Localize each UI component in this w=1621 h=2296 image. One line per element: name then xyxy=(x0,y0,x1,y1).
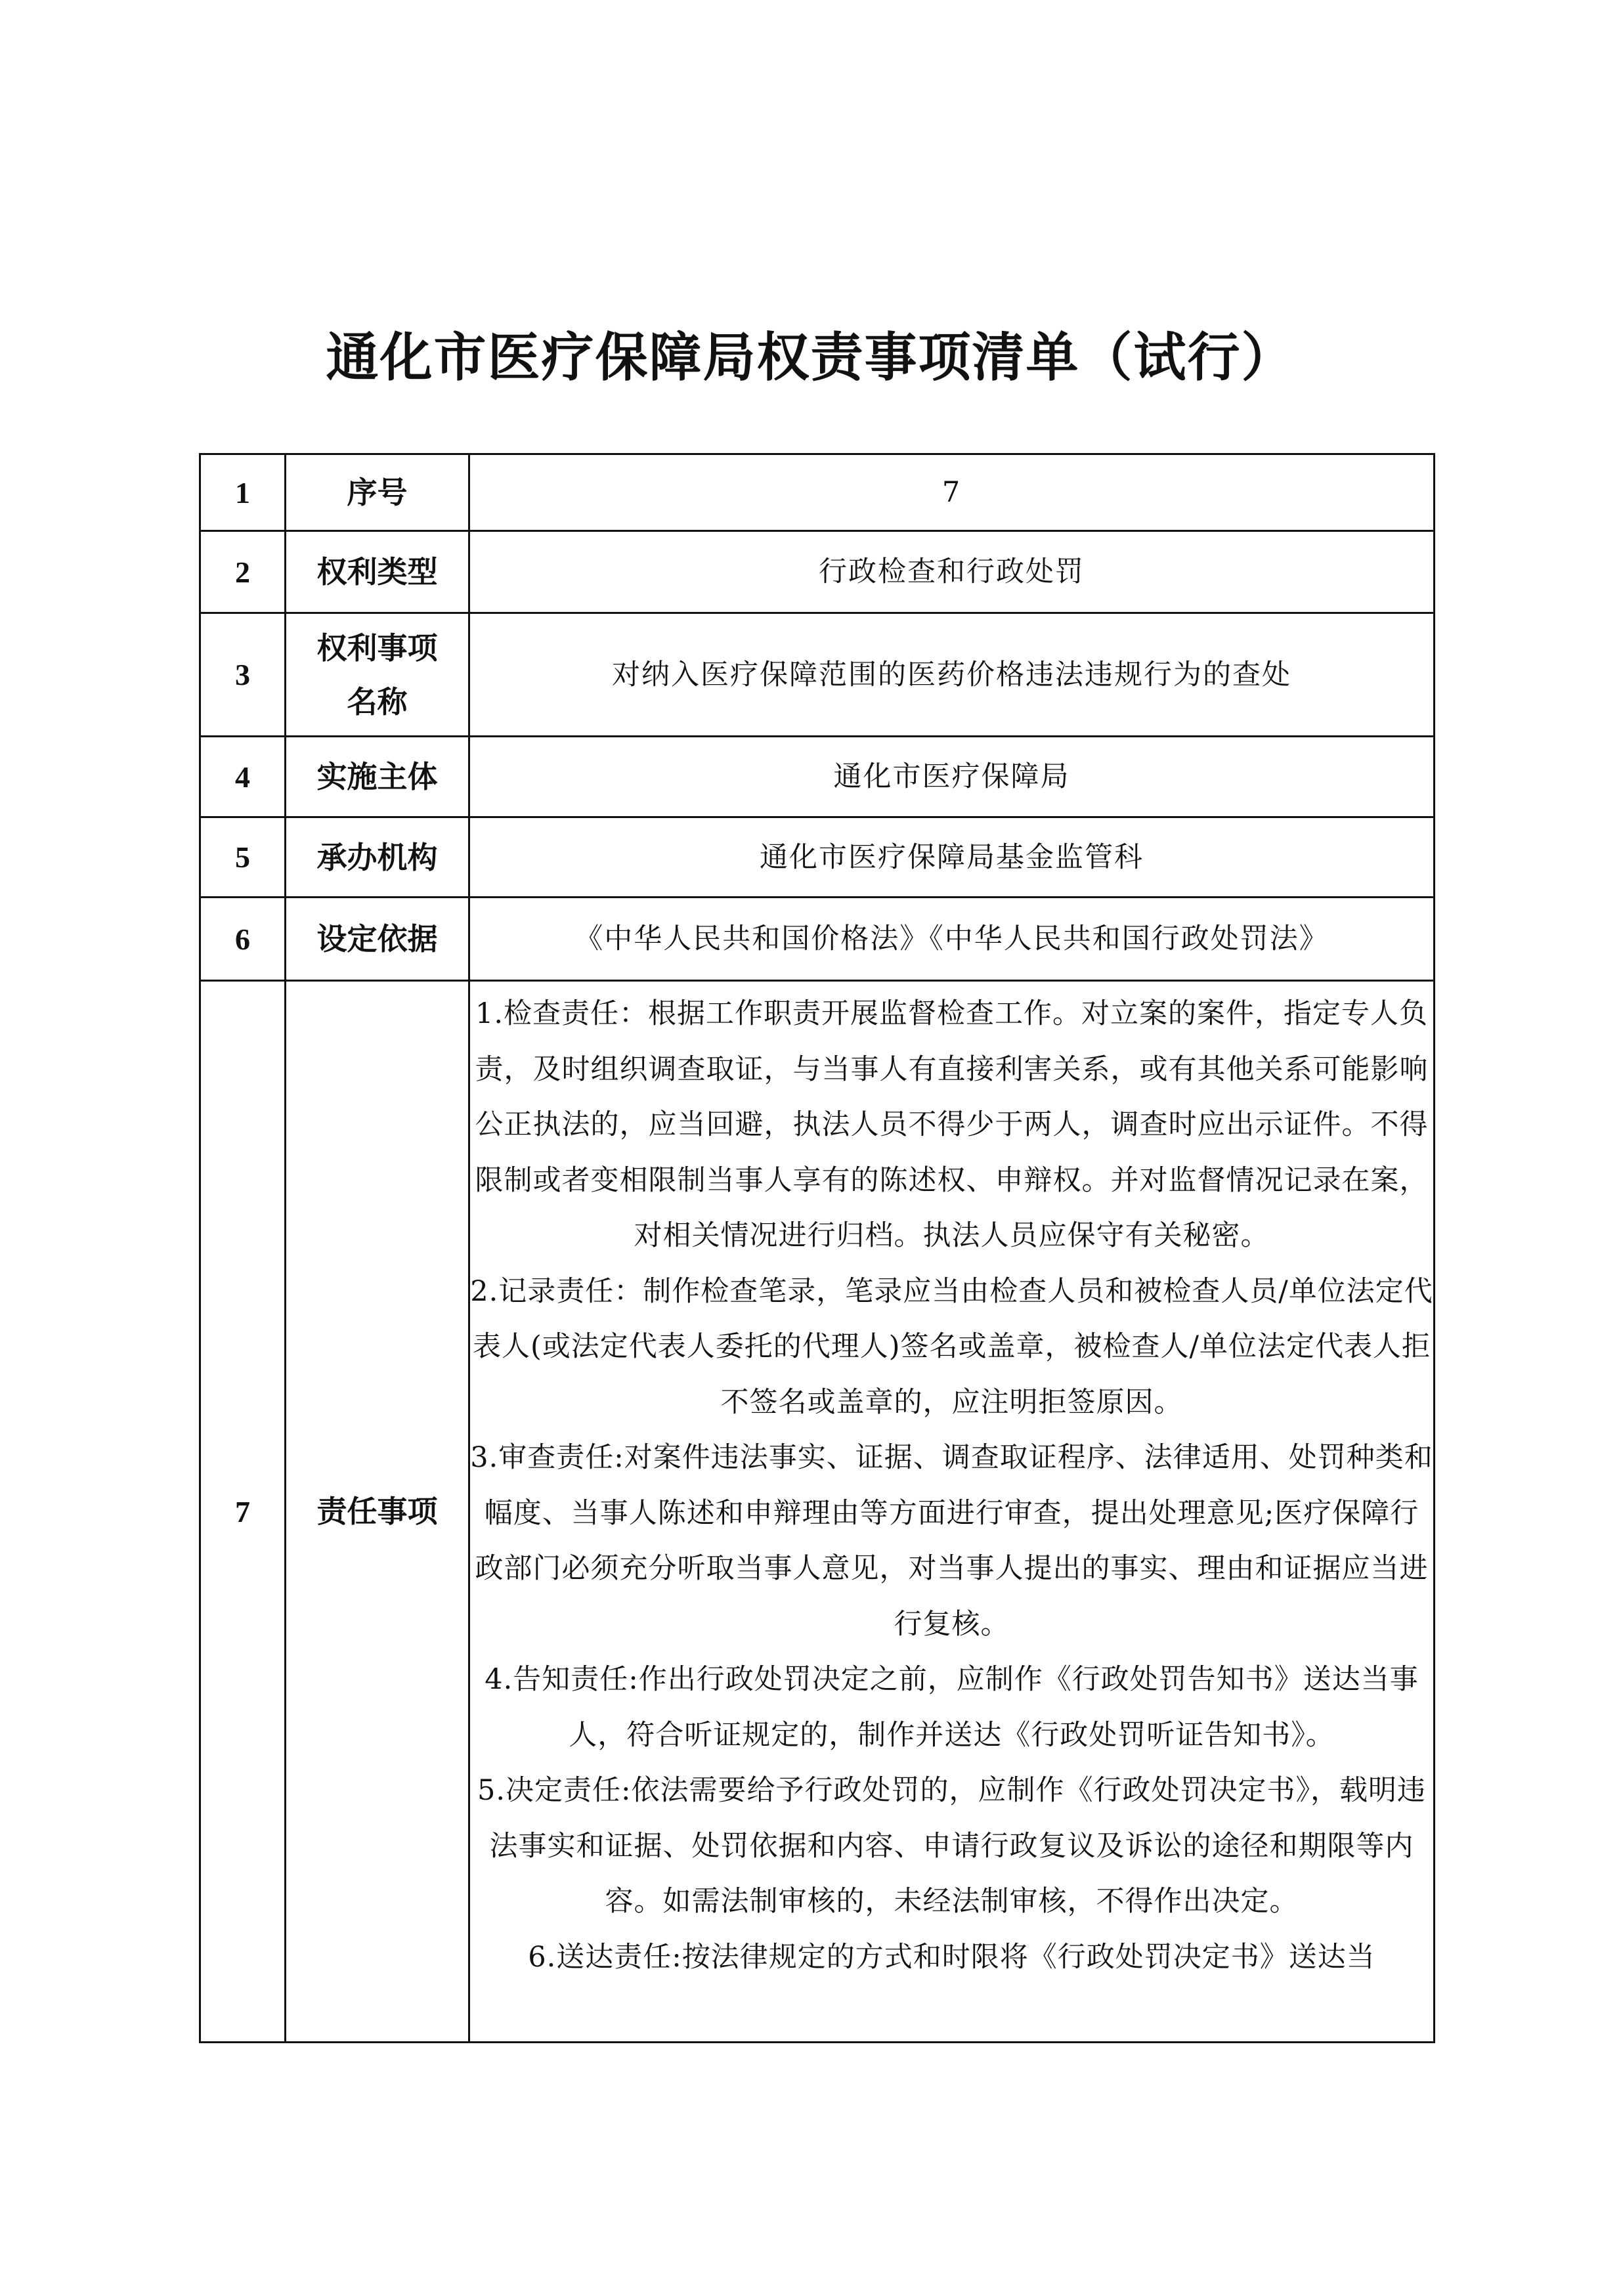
row-number: 5 xyxy=(200,817,286,898)
responsibility-text: 1.检查责任：根据工作职责开展监督检查工作。对立案的案件，指定专人负责，及时组织调查取证，与当事人有直接利害关系，或有其他关系可能影响公正执法的，应当回避，执法人员不得少于两人，调查时应出示证件。不得限制或者变相限制当事人享有的陈述权、申辩权。并对监督情况记录在案，对相关情况进行归档。执法人员应保守有关秘密。 2.记录责任：制作检查笔录，笔录应当由检查人员和被检查人员/单位法定代表人(或法定代表人委托的代理人)签名或盖章，被检查人/单位法定代表人拒不签名或盖章的，应注明拒签原因。 3.审查责任:对案件违法事实、证据、调查取证程序、法律适用、处罚种类和幅度、当事人陈述和申辩理由等方面进行审查，提出处理意见;医疗保障行政部门必须充分听取当事人意见，对当事人提出的事实、理由和证据应当进行复核。 4.告知责任:作出行政处罚决定之前，应制作《行政处罚告知书》送达当事人，符合听证规定的，制作并送达《行政处罚听证告知书》。 5.决定责任:依法需要给予行政处罚的，应制作《行政处罚决定书》，载明违法事实和证据、处罚依据和内容、申请行政复议及诉讼的途径和期限等内容。如需法制审核的，未经法制审核，不得作出决定。 6.送达责任:按法律规定的方式和时限将《行政处罚决定书》送达当 xyxy=(470,997,1433,1974)
row-label: 实施主体 xyxy=(286,737,469,817)
row-label: 设定依据 xyxy=(286,898,469,981)
row-number: 7 xyxy=(200,981,286,2043)
table-row xyxy=(200,737,1435,817)
row-value: 通化市医疗保障局基金监管科 xyxy=(469,817,1435,898)
row-value: 7 xyxy=(469,454,1435,531)
row-label: 承办机构 xyxy=(286,817,469,898)
table-row xyxy=(200,898,1435,981)
row-value: 行政检查和行政处罚 xyxy=(469,531,1435,613)
table-row xyxy=(200,454,1435,531)
page-title: 通化市医疗保障局权责事项清单（试行） xyxy=(326,327,1295,388)
row-number: 2 xyxy=(200,531,286,613)
row-value: 《中华人民共和国价格法》《中华人民共和国行政处罚法》 xyxy=(469,898,1435,981)
table-row xyxy=(200,817,1435,898)
row-label: 权利类型 xyxy=(286,531,469,613)
row-label-line-2: 名称 xyxy=(347,683,408,720)
row-value: 通化市医疗保障局 xyxy=(469,737,1435,817)
row-label xyxy=(286,613,469,737)
responsibility-table xyxy=(199,453,1435,2043)
row-label-line-1: 权利事项 xyxy=(316,630,438,666)
row-number: 6 xyxy=(200,898,286,981)
row-number: 4 xyxy=(200,737,286,817)
row-label: 责任事项 xyxy=(286,981,469,2043)
responsibility-text-cell xyxy=(469,981,1435,2043)
row-number: 1 xyxy=(200,454,286,531)
table-row xyxy=(200,981,1435,2043)
table-row xyxy=(200,613,1435,737)
row-label: 序号 xyxy=(286,454,469,531)
table-row xyxy=(200,531,1435,613)
row-number: 3 xyxy=(200,613,286,737)
row-value: 对纳入医疗保障范围的医药价格违法违规行为的查处 xyxy=(469,613,1435,737)
